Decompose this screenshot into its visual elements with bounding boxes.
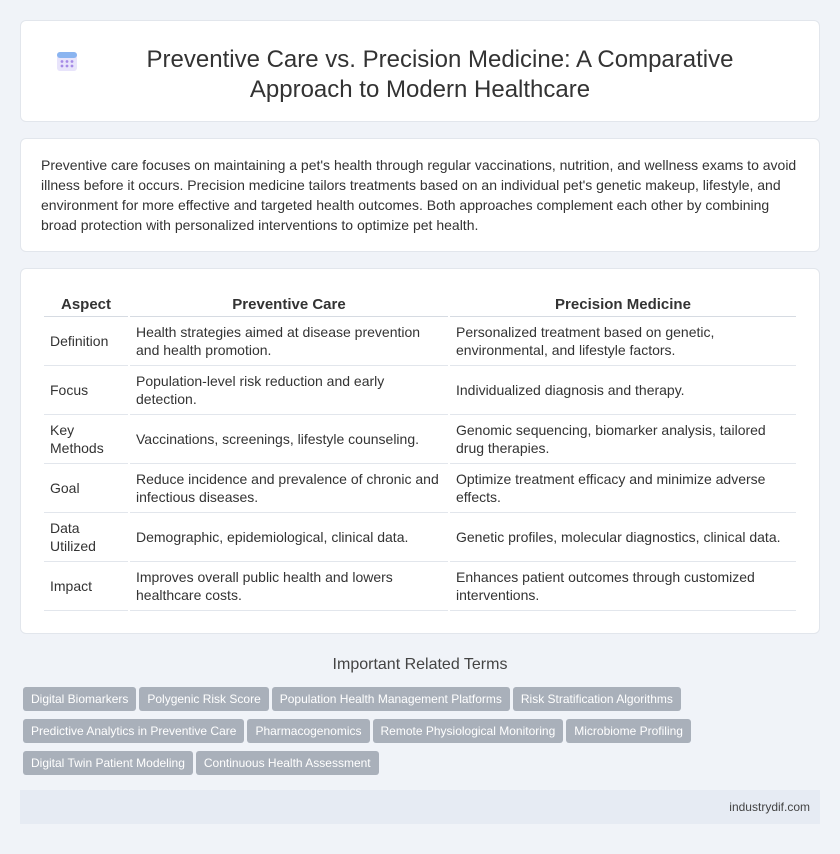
- preventive-cell: Improves overall public health and lowers healthcare costs.: [130, 562, 448, 611]
- preventive-cell: Health strategies aimed at disease prevention and health promotion.: [130, 317, 448, 366]
- aspect-cell: Definition: [44, 317, 128, 366]
- related-tag[interactable]: Remote Physiological Monitoring: [373, 719, 564, 743]
- related-tag[interactable]: Digital Twin Patient Modeling: [23, 751, 193, 775]
- related-tag[interactable]: Population Health Management Platforms: [272, 687, 510, 711]
- footer: [20, 790, 820, 824]
- table-row: [44, 317, 796, 366]
- related-tag[interactable]: Risk Stratification Algorithms: [513, 687, 681, 711]
- related-tag[interactable]: Continuous Health Assessment: [196, 751, 379, 775]
- preventive-cell: Demographic, epidemiological, clinical data.: [130, 513, 448, 562]
- table-row: [44, 562, 796, 611]
- related-tag[interactable]: Pharmacogenomics: [247, 719, 369, 743]
- comparison-table: [42, 295, 798, 611]
- precision-cell: Genetic profiles, molecular diagnostics, clinical data.: [450, 513, 796, 562]
- related-tag[interactable]: Digital Biomarkers: [23, 687, 136, 711]
- related-tag[interactable]: Microbiome Profiling: [566, 719, 691, 743]
- table-row: [44, 415, 796, 464]
- table-row: [44, 366, 796, 415]
- aspect-cell: Goal: [44, 464, 128, 513]
- aspect-cell: Impact: [44, 562, 128, 611]
- intro-card: [20, 138, 820, 252]
- table-row: [44, 513, 796, 562]
- related-tags: [23, 687, 813, 783]
- preventive-cell: Vaccinations, screenings, lifestyle counseling.: [130, 415, 448, 464]
- table-row: [44, 464, 796, 513]
- aspect-cell: Focus: [44, 366, 128, 415]
- preventive-cell: Population-level risk reduction and early detection.: [130, 366, 448, 415]
- precision-cell: Genomic sequencing, biomarker analysis, tailored drug therapies.: [450, 415, 796, 464]
- precision-cell: Individualized diagnosis and therapy.: [450, 366, 796, 415]
- intro-paragraph: Preventive care focuses on maintaining a pet's health through regular vaccinations, nutrition, and wellness exams to avoid illness before it occurs. Precision medicine tailors treatments based on an individual pet's genetic makeup, lifestyle, and environment for more effective and targeted health outcomes. Both approaches complement each other by combining broad protection with personalized interventions to optimize pet health.: [41, 157, 797, 233]
- precision-cell: Enhances patient outcomes through customized interventions.: [450, 562, 796, 611]
- footer-site-link[interactable]: industrydif.com: [729, 800, 810, 814]
- header-precision-medicine: Precision Medicine: [450, 295, 796, 317]
- aspect-cell: Key Methods: [44, 415, 128, 464]
- related-tag[interactable]: Polygenic Risk Score: [139, 687, 268, 711]
- preventive-cell: Reduce incidence and prevalence of chronic and infectious diseases.: [130, 464, 448, 513]
- precision-cell: Personalized treatment based on genetic, environmental, and lifestyle factors.: [450, 317, 796, 366]
- related-terms-title: Important Related Terms: [332, 656, 508, 673]
- page-title: Preventive Care vs. Precision Medicine: A Comparative Approach to Modern Healthcare: [146, 46, 734, 103]
- comparison-card: [20, 268, 820, 634]
- header-preventive-care: Preventive Care: [130, 295, 448, 317]
- header-aspect: Aspect: [44, 295, 128, 317]
- aspect-cell: Data Utilized: [44, 513, 128, 562]
- precision-cell: Optimize treatment efficacy and minimize adverse effects.: [450, 464, 796, 513]
- title-card: [20, 20, 820, 122]
- related-tag[interactable]: Predictive Analytics in Preventive Care: [23, 719, 244, 743]
